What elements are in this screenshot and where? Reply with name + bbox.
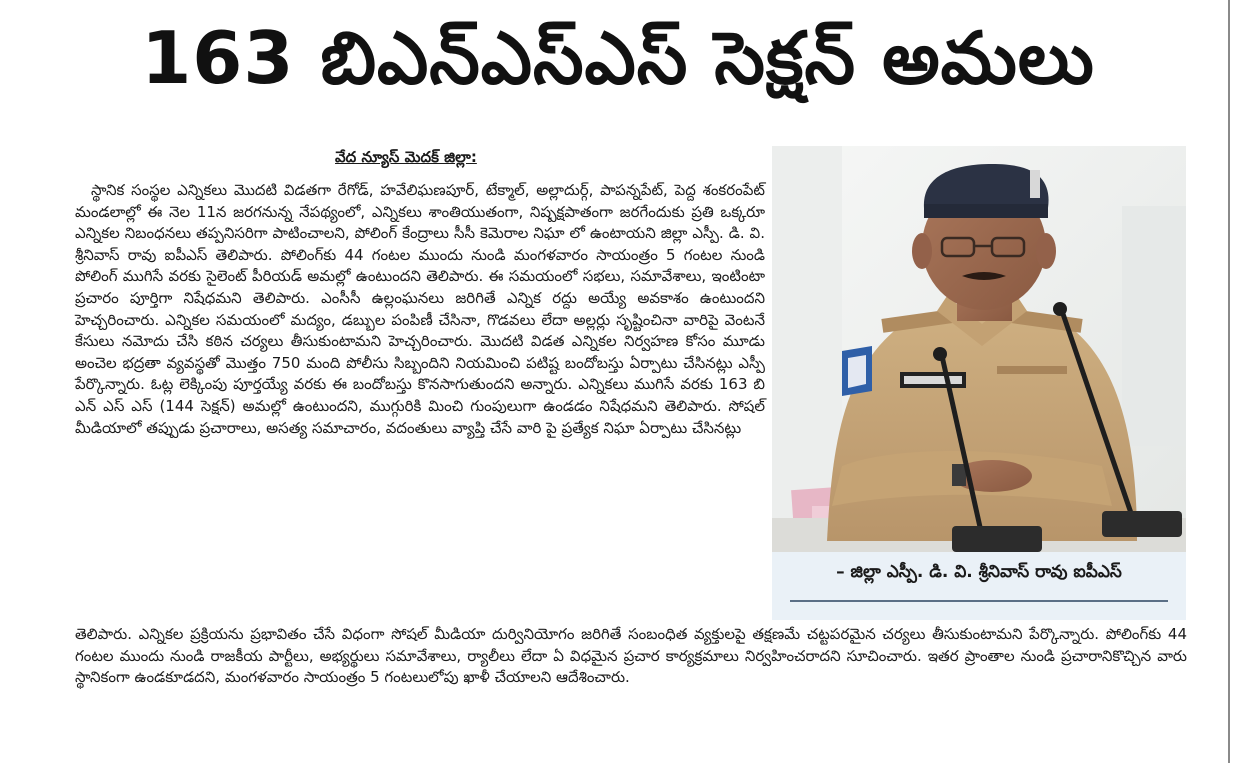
photo-caption: – జిల్లా ఎస్పీ. డి. వి. శ్రీనివాస్ రావు ఐపీఎస్: [836, 562, 1122, 582]
article-body-wide: తెలిపారు. ఎన్నికల ప్రక్రియను ప్రభావితం చేసే విధంగా సోషల్ మీడియా దుర్వినియోగం జరిగితే సంబంధిత వ్యక్తులపై తక్షణమే చట్టపరమైన చర్యలు తీసుకుంటామని పేర్కొన్నారు. పోలింగ్‌కు 44 గంటల ముందు నుండి రాజకీయ పార్టీలు, అభ్యర్థులు సమావేశాలు, ర్యాలీలు లేదా ఏ విధమైన ప్రచార కార్యక్రమాలు నిర్వహించరాదని సూచించారు. ఇతర ప్రాంతాల నుండి ప్రచారానికొచ్చిన వారు స్థానికంగా ఉండకూడదని, మంగళవారం సాయంత్రం 5 గంటలులోపు ఖాళీ చేయాలని ఆదేశించారు.: [75, 625, 1187, 687]
dateline: వేద న్యూస్ మెదక్ జిల్లా:: [335, 148, 477, 166]
page-edge-divider: [1228, 0, 1230, 763]
headline: 163 బిఎన్‌ఎస్‌ఎస్ సెక్షన్ అమలు: [141, 16, 1095, 100]
article-body-narrow: స్థానిక సంస్థల ఎన్నికలు మొదటి విడతగా రేగోడ్, హవేలిఘణపూర్, టేక్మాల్, అల్లాదుర్గ్, పాపన్నపేట్, పెద్ద శంకరంపేట్ మండలాల్లో ఈ నెల 11న జరగనున్న నేపథ్యంలో, ఎన్నికలు శాంతియుతంగా, నిష్పక్షపాతంగా జరగేందుకు ప్రతి ఒక్కరూ ఎన్నికల నిబంధనలు తప్పనిసరిగా పాటించాలని, పోలింగ్ కేంద్రాలు సీసీ కెమెరాల నిఘా లో ఉంటాయని జిల్లా ఎస్పీ. డి. వి. శ్రీనివాస్ రావు ఐపీఎస్ తెలిపారు. పోలింగ్‌కు 44 గంటల ముందు నుండి మంగళవారం సాయంత్రం 5 గంటల నుండి పోలింగ్ ముగిసే వరకు సైలెంట్ పీరియడ్ అమల్లో ఉంటుందని తెలిపారు. ఈ సమయంలో సభలు, సమావేశాలు, ఇంటింటా ప్రచారం పూర్తిగా నిషేధమని తెలిపారు. ఎంసీసీ ఉల్లంఘనలు జరిగితే ఎన్నిక రద్దు అయ్యే అవకాశం ఉంటుందని హెచ్చరించారు. ఎన్నికల సమయంలో మద్యం, డబ్బుల పంపిణీ చేసినా, గొడవలు లేదా అల్లర్లు సృష్టించినా వారిపై వెంటనే కేసులు నమోదు చేసి కఠిన చర్యలు తీసుకుంటామని హెచ్చరించారు. మొదటి విడత ఎన్నికల నిర్వహణ కోసం మూడు అంచెల భద్రతా వ్యవస్థతో మొత్తం 750 మంది పోలీసు సిబ్బందిని నియమించి పటిష్ట బందోబస్తు ఏర్పాటు చేసినట్లు ఎస్పీ పేర్కొన్నారు. ఓట్ల లెక్కింపు పూర్తయ్యే వరకు ఈ బందోబస్తు కొనసాగుతుందని అన్నారు. ఎన్నికలు ముగిసే వరకు 163 బి ఎన్ ఎస్ ఎస్ (144 సెక్షన్) అమల్లో ఉంటుందని, ముగ్గురికి మించి గుంపులుగా ఉండడం నిషేధమని తెలిపారు. సోషల్ మీడియాలో తప్పుడు ప్రచారాలు, అసత్య సమాచారం, వదంతులు వ్యాప్తి చేసే వారి పై ప్రత్యేక నిఘా ఏర్పాటు చేసినట్లు: [75, 181, 765, 437]
caption-underline: [790, 600, 1168, 602]
photo-caption-box: [772, 552, 1186, 620]
officer-photo: [772, 146, 1186, 552]
